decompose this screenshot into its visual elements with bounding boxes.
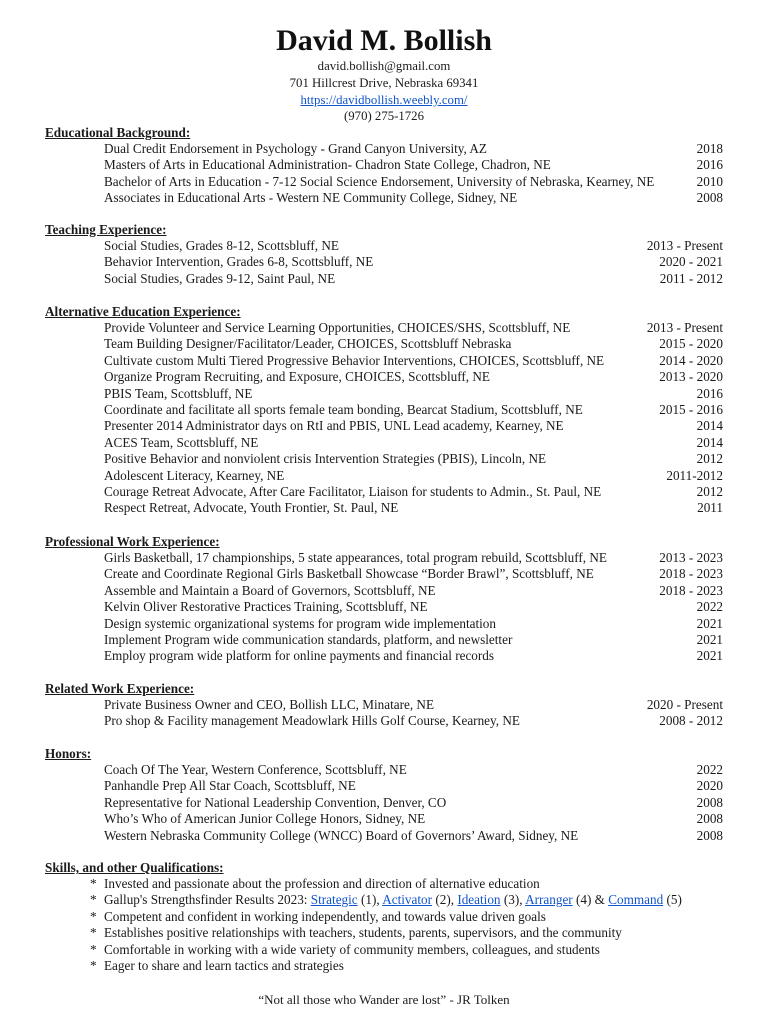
- entry-row: [45, 353, 725, 369]
- candidate-name: David M. Bollish: [276, 24, 492, 57]
- bullet-marker: *: [90, 892, 97, 908]
- entry-year: 2018: [696, 141, 723, 156]
- alternative-list: [45, 320, 725, 517]
- entry-text: Masters of Arts in Educational Administration- Chadron State College, Chadron, NE: [104, 157, 551, 173]
- entry-year: 2010: [696, 173, 723, 189]
- skills-section: [45, 860, 725, 974]
- education-section: [45, 125, 725, 207]
- strength-link-activator[interactable]: Activator: [382, 892, 433, 908]
- entry-row: [45, 697, 725, 713]
- entry-text: Organize Program Recruiting, and Exposure, CHOICES, Scottsbluff, NE: [104, 369, 490, 385]
- mailing-address: 701 Hillcrest Drive, Nebraska 69341: [289, 76, 479, 90]
- section-heading: Skills, and other Qualifications:: [45, 860, 224, 875]
- entry-row: [45, 778, 725, 794]
- entry-text: Western Nebraska Community College (WNCC) Board of Governors’ Award, Sidney, NE: [104, 827, 579, 843]
- teaching-section: [45, 222, 725, 287]
- entry-text: Create and Coordinate Regional Girls Basketball Showcase “Border Brawl”, Scottsbluff, NE: [104, 566, 594, 582]
- entry-row: [45, 762, 725, 778]
- entry-row: [45, 616, 725, 632]
- entry-year: 2011: [697, 500, 723, 516]
- entry-year: 2013 - 2020: [659, 369, 723, 385]
- strength-rank: (4) &: [575, 892, 605, 908]
- entry-row: [45, 484, 725, 500]
- skill-text: Invested and passionate about the profession and direction of alternative education: [104, 876, 540, 891]
- section-heading: Educational Background:: [45, 125, 191, 140]
- entry-row: [45, 599, 725, 615]
- entry-text: PBIS Team, Scottsbluff, NE: [104, 385, 253, 401]
- entry-year: 2020: [696, 778, 723, 794]
- entry-row: [45, 141, 725, 157]
- entry-text: Associates in Educational Arts - Western NE Community College, Sidney, NE: [104, 190, 518, 206]
- entry-year: 2013 - Present: [646, 238, 723, 253]
- entry-text: Employ program wide platform for online payments and financial records: [104, 648, 495, 664]
- entry-year: 2022: [696, 762, 723, 777]
- entry-year: 2021: [696, 648, 723, 664]
- entry-text: Presenter 2014 Administrator days on RtI and PBIS, UNL Lead academy, Kearney, NE: [104, 418, 564, 434]
- entry-row: [45, 811, 725, 827]
- bullet-marker: *: [90, 925, 97, 941]
- skill-item: [45, 958, 725, 974]
- entry-year: 2008: [696, 811, 723, 827]
- skill-text: Comfortable in working with a wide variety of community members, colleagues, and students: [104, 941, 600, 957]
- entry-text: Social Studies, Grades 8-12, Scottsbluff, NE: [104, 238, 339, 253]
- strength-rank: (2),: [435, 892, 455, 908]
- skill-item-gallup: [45, 892, 725, 908]
- entry-year: 2018 - 2023: [659, 566, 723, 582]
- teaching-list: [45, 238, 725, 287]
- entry-year: 2013 - 2023: [659, 550, 723, 565]
- related-section: [45, 681, 725, 730]
- bullet-marker: *: [90, 957, 97, 973]
- entry-row: [45, 174, 725, 190]
- strength-link-strategic[interactable]: Strategic: [310, 892, 358, 908]
- strength-rank: (5): [666, 892, 682, 908]
- strength-rank: (1),: [360, 892, 380, 908]
- entry-year: 2012: [696, 483, 723, 499]
- phone-number: (970) 275-1726: [344, 109, 424, 123]
- bullet-marker: *: [90, 876, 97, 891]
- closing-quote: “Not all those who Wander are lost” - JR Tolken: [258, 992, 510, 1007]
- entry-year: 2013 - Present: [646, 320, 723, 335]
- entry-row: [45, 435, 725, 451]
- entry-year: 2008 - 2012: [659, 713, 723, 729]
- entry-year: 2015 - 2016: [659, 401, 723, 417]
- professional-section: [45, 534, 725, 665]
- entry-row: [45, 828, 725, 844]
- entry-row: [45, 190, 725, 206]
- entry-year: 2008: [696, 827, 723, 843]
- strength-rank: (3),: [503, 892, 523, 908]
- entry-year: 2020 - Present: [646, 697, 723, 712]
- entry-year: 2016: [696, 157, 723, 173]
- entry-row: [45, 320, 725, 336]
- entry-text: Kelvin Oliver Restorative Practices Training, Scottsbluff, NE: [104, 599, 428, 615]
- entry-text: Assemble and Maintain a Board of Governors, Scottsbluff, NE: [104, 582, 436, 598]
- strength-link-ideation[interactable]: Ideation: [457, 892, 501, 908]
- entry-text: Adolescent Literacy, Kearney, NE: [104, 467, 285, 483]
- section-heading: Related Work Experience:: [45, 681, 195, 696]
- entry-row: [45, 795, 725, 811]
- entry-year: 2020 - 2021: [659, 254, 723, 270]
- entry-year: 2011-2012: [666, 467, 723, 483]
- strength-link-command[interactable]: Command: [608, 892, 664, 908]
- section-heading: Honors:: [45, 746, 92, 761]
- skill-item: [45, 909, 725, 925]
- skill-text: Competent and confident in working independently, and towards value driven goals: [104, 908, 546, 924]
- entry-row: [45, 500, 725, 516]
- entry-row: [45, 271, 725, 287]
- section-heading: Teaching Experience:: [45, 222, 167, 237]
- entry-text: Dual Credit Endorsement in Psychology - Grand Canyon University, AZ: [104, 141, 487, 156]
- entry-text: Social Studies, Grades 9-12, Saint Paul, NE: [104, 270, 336, 286]
- entry-row: [45, 550, 725, 566]
- entry-text: Team Building Designer/Facilitator/Leader, CHOICES, Scottsbluff Nebraska: [104, 336, 512, 352]
- entry-text: Bachelor of Arts in Education - 7-12 Social Science Endorsement, University of Nebraska, Kearney, NE: [104, 173, 655, 189]
- entry-year: 2021: [696, 615, 723, 631]
- entry-text: Private Business Owner and CEO, Bollish LLC, Minatare, NE: [104, 697, 435, 712]
- professional-list: [45, 550, 725, 665]
- entry-text: Cultivate custom Multi Tiered Progressive Behavior Interventions, CHOICES, Scottsbluff, NE: [104, 352, 605, 368]
- entry-text: Behavior Intervention, Grades 6-8, Scottsbluff, NE: [104, 254, 374, 270]
- entry-text: Panhandle Prep All Star Coach, Scottsbluff, NE: [104, 778, 356, 794]
- strength-link-arranger[interactable]: Arranger: [525, 892, 573, 908]
- entry-row: [45, 157, 725, 173]
- skill-text: Establishes positive relationships with teachers, students, parents, supervisors, and the community: [104, 925, 622, 941]
- entry-text: Representative for National Leadership Convention, Denver, CO: [104, 794, 447, 810]
- entry-row: [45, 238, 725, 254]
- related-list: [45, 697, 725, 730]
- entry-text: Implement Program wide communication standards, platform, and newsletter: [104, 631, 513, 647]
- entry-row: [45, 632, 725, 648]
- entry-row: [45, 418, 725, 434]
- entry-year: 2014: [696, 434, 723, 450]
- skill-text: Eager to share and learn tactics and strategies: [104, 957, 344, 973]
- skill-item: [45, 876, 725, 892]
- entry-text: Girls Basketball, 17 championships, 5 state appearances, total program rebuild, Scottsbluff, NE: [104, 550, 607, 565]
- entry-row: [45, 451, 725, 467]
- skill-item: [45, 942, 725, 958]
- gallup-prefix: Gallup's Strengthsfinder Results 2023:: [104, 892, 308, 908]
- entry-year: 2016: [696, 385, 723, 401]
- entry-text: Pro shop & Facility management Meadowlark Hills Golf Course, Kearney, NE: [104, 713, 520, 729]
- entry-text: Courage Retreat Advocate, After Care Facilitator, Liaison for students to Admin., St. Paul, NE: [104, 483, 602, 499]
- entry-row: [45, 402, 725, 418]
- gallup-results: [104, 892, 682, 908]
- entry-row: [45, 468, 725, 484]
- entry-row: [45, 713, 725, 729]
- honors-section: [45, 746, 725, 844]
- entry-year: 2008: [696, 190, 723, 206]
- entry-row: [45, 254, 725, 270]
- entry-text: Who’s Who of American Junior College Honors, Sidney, NE: [104, 811, 426, 827]
- bullet-marker: *: [90, 908, 97, 924]
- email-address: david.bollish@gmail.com: [317, 59, 451, 73]
- entry-year: 2014 - 2020: [659, 352, 723, 368]
- entry-text: Positive Behavior and nonviolent crisis Intervention Strategies (PBIS), Lincoln, NE: [104, 451, 547, 467]
- entry-year: 2014: [696, 418, 723, 434]
- entry-text: Respect Retreat, Advocate, Youth Frontier, St. Paul, NE: [104, 500, 399, 516]
- honors-list: [45, 762, 725, 844]
- entry-text: Coach Of The Year, Western Conference, Scottsbluff, NE: [104, 762, 407, 777]
- entry-row: [45, 369, 725, 385]
- entry-year: 2015 - 2020: [659, 336, 723, 352]
- bullet-marker: *: [90, 941, 97, 957]
- entry-row: [45, 648, 725, 664]
- entry-text: Provide Volunteer and Service Learning Opportunities, CHOICES/SHS, Scottsbluff, NE: [104, 320, 571, 335]
- entry-year: 2021: [696, 631, 723, 647]
- entry-text: ACES Team, Scottsbluff, NE: [104, 434, 259, 450]
- education-list: [45, 141, 725, 207]
- skill-item: [45, 925, 725, 941]
- entry-row: [45, 386, 725, 402]
- entry-text: Coordinate and facilitate all sports female team bonding, Bearcat Stadium, Scottsbluff, NE: [104, 401, 583, 417]
- section-heading: Alternative Education Experience:: [45, 304, 241, 319]
- entry-year: 2018 - 2023: [659, 582, 723, 598]
- entry-year: 2012: [696, 451, 723, 467]
- entry-text: Design systemic organizational systems for program wide implementation: [104, 615, 496, 631]
- entry-year: 2008: [696, 794, 723, 810]
- entry-year: 2022: [696, 599, 723, 615]
- entry-year: 2011 - 2012: [659, 270, 723, 286]
- alternative-section: [45, 304, 725, 517]
- entry-row: [45, 583, 725, 599]
- entry-row: [45, 336, 725, 352]
- section-heading: Professional Work Experience:: [45, 534, 220, 549]
- entry-row: [45, 566, 725, 582]
- website-link[interactable]: https://davidbollish.weebly.com/: [300, 93, 468, 107]
